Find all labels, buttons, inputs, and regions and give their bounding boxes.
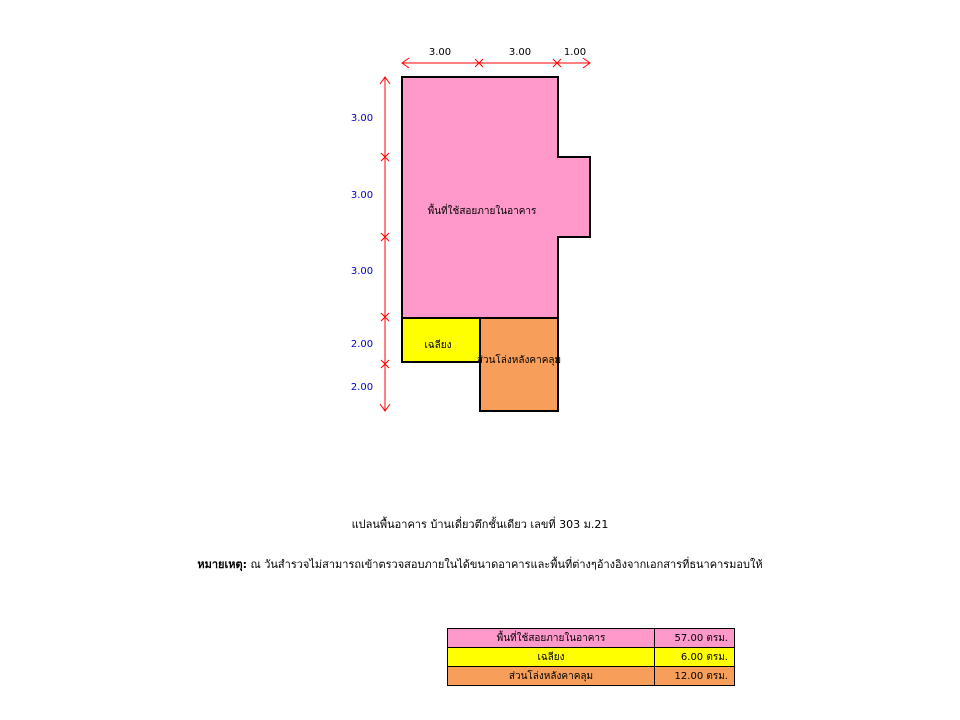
- vertical-dimension: [351, 77, 390, 411]
- summary-name: เฉลียง: [448, 648, 655, 667]
- h-dim-label-2: 3.00: [508, 47, 532, 58]
- note-text: ณ วันสำรวจไม่สามารถเข้าตรวจสอบภายในได้ขนาดอาคารและพื้นที่ต่างๆอ้างอิงจากเอกสารที่ธนาคารมอบให้: [247, 558, 763, 571]
- h-dim-label-3: 1.00: [563, 47, 587, 58]
- interior-area-shape: [402, 77, 590, 318]
- v-dim-label-4: 2.00: [350, 339, 374, 350]
- summary-name: ส่วนโล่งหลังคาคลุม: [448, 667, 655, 686]
- summary-row-roofed: [448, 667, 735, 686]
- summary-row-porch: [448, 648, 735, 667]
- summary-name: พื้นที่ใช้สอยภายในอาคาร: [448, 629, 655, 648]
- summary-value: 57.00 ตรม.: [655, 629, 735, 648]
- plan-title: แปลนพื้นอาคาร บ้านเดี่ยวตึกชั้นเดียว เลขที่ 303 ม.21: [351, 518, 609, 531]
- interior-area-label: พื้นที่ใช้สอยภายในอาคาร: [427, 206, 537, 217]
- note: [0, 555, 960, 573]
- note-prefix: หมายเหตุ:: [197, 558, 248, 571]
- summary-value: 12.00 ตรม.: [655, 667, 735, 686]
- h-dim-label-1: 3.00: [428, 47, 452, 58]
- summary-value: 6.00 ตรม.: [655, 648, 735, 667]
- summary-row-interior: [448, 629, 735, 648]
- v-dim-label-5: 2.00: [350, 382, 374, 393]
- area-summary-table: [447, 628, 735, 686]
- v-dim-label-1: 3.00: [350, 113, 374, 124]
- porch-area-label: เฉลียง: [424, 340, 452, 351]
- v-dim-label-3: 3.00: [350, 266, 374, 277]
- roofed-area-label: ส่วนโล่งหลังคาคลุม: [476, 355, 562, 366]
- horizontal-dimension: [402, 47, 590, 68]
- v-dim-label-2: 3.00: [350, 190, 374, 201]
